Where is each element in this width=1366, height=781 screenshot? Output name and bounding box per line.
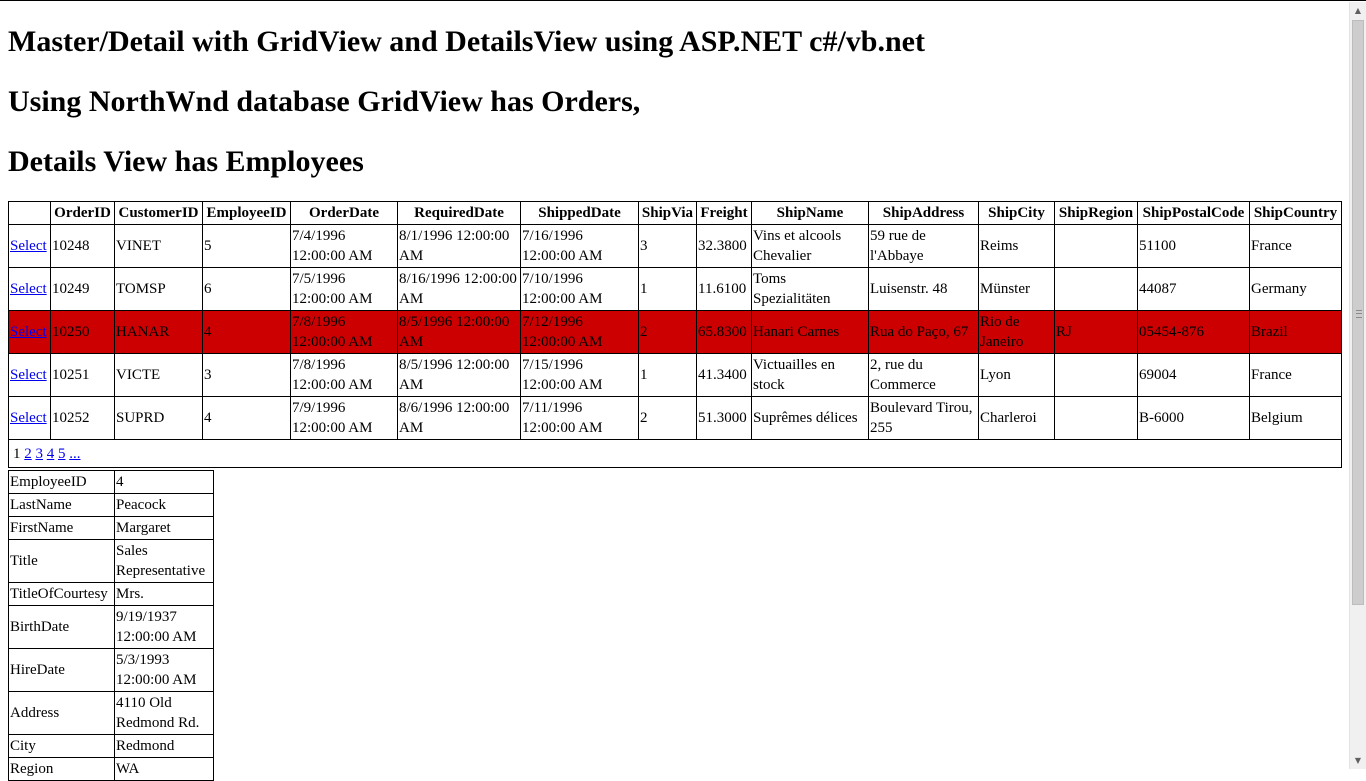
details-field-label: City — [9, 735, 115, 758]
cell-shipaddress: 2, rue du Commerce — [869, 354, 979, 397]
cell-customerid: VINET — [115, 225, 203, 268]
cell-shipregion — [1055, 225, 1138, 268]
details-field-label: FirstName — [9, 517, 115, 540]
header-shipaddress: ShipAddress — [869, 202, 979, 225]
cell-shipcountry: France — [1250, 225, 1342, 268]
cell-shippostalcode: B-6000 — [1138, 397, 1250, 440]
cell-orderid: 10250 — [51, 311, 115, 354]
details-field-value: Peacock — [115, 494, 214, 517]
select-cell — [9, 311, 51, 354]
cell-shipregion — [1055, 268, 1138, 311]
header-shipcity: ShipCity — [979, 202, 1055, 225]
details-field-value: WA — [115, 758, 214, 781]
header-shipregion: ShipRegion — [1055, 202, 1138, 225]
cell-shipcity: Münster — [979, 268, 1055, 311]
header-select-col — [9, 202, 51, 225]
pager-current-page: 1 — [13, 445, 21, 462]
cell-freight: 51.3000 — [697, 397, 752, 440]
select-link[interactable]: Select — [10, 367, 47, 383]
header-orderid: OrderID — [51, 202, 115, 225]
orders-gridview — [8, 201, 1342, 468]
cell-freight: 32.3800 — [697, 225, 752, 268]
table-row-selected — [9, 311, 1342, 354]
select-cell — [9, 397, 51, 440]
pager — [9, 440, 1342, 468]
cell-shipvia: 3 — [639, 225, 697, 268]
details-field-label: TitleOfCourtesy — [9, 583, 115, 606]
cell-shipcountry: Germany — [1250, 268, 1342, 311]
cell-shippeddate: 7/12/1996 12:00:00 AM — [521, 311, 639, 354]
cell-orderdate: 7/9/1996 12:00:00 AM — [291, 397, 398, 440]
cell-shipaddress: Rua do Paço, 67 — [869, 311, 979, 354]
cell-requireddate: 8/5/1996 12:00:00 AM — [398, 354, 521, 397]
details-field-value: Redmond — [115, 735, 214, 758]
scroll-down-arrow-icon[interactable]: ▼ — [1354, 756, 1362, 765]
cell-employeeid: 3 — [203, 354, 291, 397]
orders-header-row — [9, 202, 1342, 225]
select-link[interactable]: Select — [10, 238, 47, 254]
header-shippostalcode: ShipPostalCode — [1138, 202, 1250, 225]
details-field-value: 4110 Old Redmond Rd. — [115, 692, 214, 735]
cell-orderid: 10251 — [51, 354, 115, 397]
header-shipcountry: ShipCountry — [1250, 202, 1342, 225]
cell-employeeid: 4 — [203, 397, 291, 440]
table-row — [9, 225, 1342, 268]
header-shipname: ShipName — [752, 202, 869, 225]
cell-shipvia: 2 — [639, 397, 697, 440]
cell-shipname: Vins et alcools Chevalier — [752, 225, 869, 268]
cell-orderdate: 7/4/1996 12:00:00 AM — [291, 225, 398, 268]
page-subtitle-2: Details View has Employees — [8, 145, 364, 178]
page-subtitle-1: Using NorthWnd database GridView has Orders, — [8, 85, 641, 118]
pager-link[interactable]: 5 — [58, 445, 66, 462]
cell-shipcity: Rio de Janeiro — [979, 311, 1055, 354]
pager-link[interactable]: ... — [69, 445, 81, 462]
cell-shipvia: 2 — [639, 311, 697, 354]
page-title: Master/Detail with GridView and DetailsView using ASP.NET c#/vb.net — [8, 25, 925, 58]
cell-shipcity: Lyon — [979, 354, 1055, 397]
cell-shipcountry: France — [1250, 354, 1342, 397]
scroll-up-arrow-icon[interactable]: ▲ — [1354, 6, 1362, 15]
header-customerid: CustomerID — [115, 202, 203, 225]
pager-link[interactable]: 4 — [46, 445, 55, 462]
header-shippeddate: ShippedDate — [521, 202, 639, 225]
cell-shipvia: 1 — [639, 268, 697, 311]
cell-shippostalcode: 05454-876 — [1138, 311, 1250, 354]
cell-shipaddress: Luisenstr. 48 — [869, 268, 979, 311]
details-row — [9, 649, 214, 692]
header-shipvia: ShipVia — [639, 202, 697, 225]
cell-orderid: 10248 — [51, 225, 115, 268]
cell-orderdate: 7/5/1996 12:00:00 AM — [291, 268, 398, 311]
details-row — [9, 517, 214, 540]
pager-link[interactable]: 2 — [24, 445, 32, 462]
table-row — [9, 354, 1342, 397]
cell-shipname: Victuailles en stock — [752, 354, 869, 397]
vertical-scrollbar[interactable] — [1349, 2, 1366, 769]
select-link[interactable]: Select — [10, 410, 47, 426]
details-row — [9, 735, 214, 758]
header-freight: Freight — [697, 202, 752, 225]
select-cell — [9, 225, 51, 268]
cell-freight: 11.6100 — [697, 268, 752, 311]
table-row — [9, 268, 1342, 311]
cell-shipname: Hanari Carnes — [752, 311, 869, 354]
details-field-value: 9/19/1937 12:00:00 AM — [115, 606, 214, 649]
cell-shipcountry: Brazil — [1250, 311, 1342, 354]
cell-requireddate: 8/5/1996 12:00:00 AM — [398, 311, 521, 354]
select-link[interactable]: Select — [10, 324, 47, 340]
cell-employeeid: 5 — [203, 225, 291, 268]
details-field-label: HireDate — [9, 649, 115, 692]
cell-shipname: Suprêmes délices — [752, 397, 869, 440]
details-row — [9, 471, 214, 494]
cell-requireddate: 8/16/1996 12:00:00 AM — [398, 268, 521, 311]
details-field-value: Margaret — [115, 517, 214, 540]
employee-detailsview — [8, 470, 214, 781]
details-field-label: Title — [9, 540, 115, 583]
header-orderdate: OrderDate — [291, 202, 398, 225]
cell-customerid: TOMSP — [115, 268, 203, 311]
cell-employeeid: 6 — [203, 268, 291, 311]
pager-link[interactable]: 3 — [35, 445, 43, 462]
select-link[interactable]: Select — [10, 281, 47, 297]
pager-row — [9, 440, 1342, 468]
details-field-value: Mrs. — [115, 583, 214, 606]
details-field-label: Region — [9, 758, 115, 781]
cell-shipcity: Charleroi — [979, 397, 1055, 440]
cell-shipaddress: Boulevard Tirou, 255 — [869, 397, 979, 440]
table-row — [9, 397, 1342, 440]
details-row — [9, 606, 214, 649]
details-field-label: LastName — [9, 494, 115, 517]
cell-shippostalcode: 44087 — [1138, 268, 1250, 311]
header-requireddate: RequiredDate — [398, 202, 521, 225]
details-row — [9, 758, 214, 781]
cell-shippeddate: 7/16/1996 12:00:00 AM — [521, 225, 639, 268]
cell-customerid: SUPRD — [115, 397, 203, 440]
cell-shippeddate: 7/10/1996 12:00:00 AM — [521, 268, 639, 311]
scrollbar-thumb[interactable] — [1352, 20, 1364, 605]
cell-orderid: 10249 — [51, 268, 115, 311]
details-row — [9, 692, 214, 735]
cell-employeeid: 4 — [203, 311, 291, 354]
cell-customerid: VICTE — [115, 354, 203, 397]
details-row — [9, 494, 214, 517]
cell-shipcity: Reims — [979, 225, 1055, 268]
header-employeeid: EmployeeID — [203, 202, 291, 225]
details-field-value: 4 — [115, 471, 214, 494]
cell-requireddate: 8/1/1996 12:00:00 AM — [398, 225, 521, 268]
cell-orderdate: 7/8/1996 12:00:00 AM — [291, 311, 398, 354]
cell-freight: 65.8300 — [697, 311, 752, 354]
cell-orderid: 10252 — [51, 397, 115, 440]
details-field-label: BirthDate — [9, 606, 115, 649]
details-field-label: Address — [9, 692, 115, 735]
cell-shipname: Toms Spezialitäten — [752, 268, 869, 311]
cell-shipcountry: Belgium — [1250, 397, 1342, 440]
cell-freight: 41.3400 — [697, 354, 752, 397]
cell-shippostalcode: 51100 — [1138, 225, 1250, 268]
details-field-value: Sales Representative — [115, 540, 214, 583]
cell-shipregion — [1055, 397, 1138, 440]
details-field-value: 5/3/1993 12:00:00 AM — [115, 649, 214, 692]
cell-requireddate: 8/6/1996 12:00:00 AM — [398, 397, 521, 440]
cell-shipvia: 1 — [639, 354, 697, 397]
cell-shippeddate: 7/11/1996 12:00:00 AM — [521, 397, 639, 440]
cell-shipaddress: 59 rue de l'Abbaye — [869, 225, 979, 268]
cell-orderdate: 7/8/1996 12:00:00 AM — [291, 354, 398, 397]
details-row — [9, 540, 214, 583]
cell-shippostalcode: 69004 — [1138, 354, 1250, 397]
details-row — [9, 583, 214, 606]
select-cell — [9, 268, 51, 311]
cell-shippeddate: 7/15/1996 12:00:00 AM — [521, 354, 639, 397]
cell-customerid: HANAR — [115, 311, 203, 354]
cell-shipregion: RJ — [1055, 311, 1138, 354]
cell-shipregion — [1055, 354, 1138, 397]
select-cell — [9, 354, 51, 397]
details-field-label: EmployeeID — [9, 471, 115, 494]
